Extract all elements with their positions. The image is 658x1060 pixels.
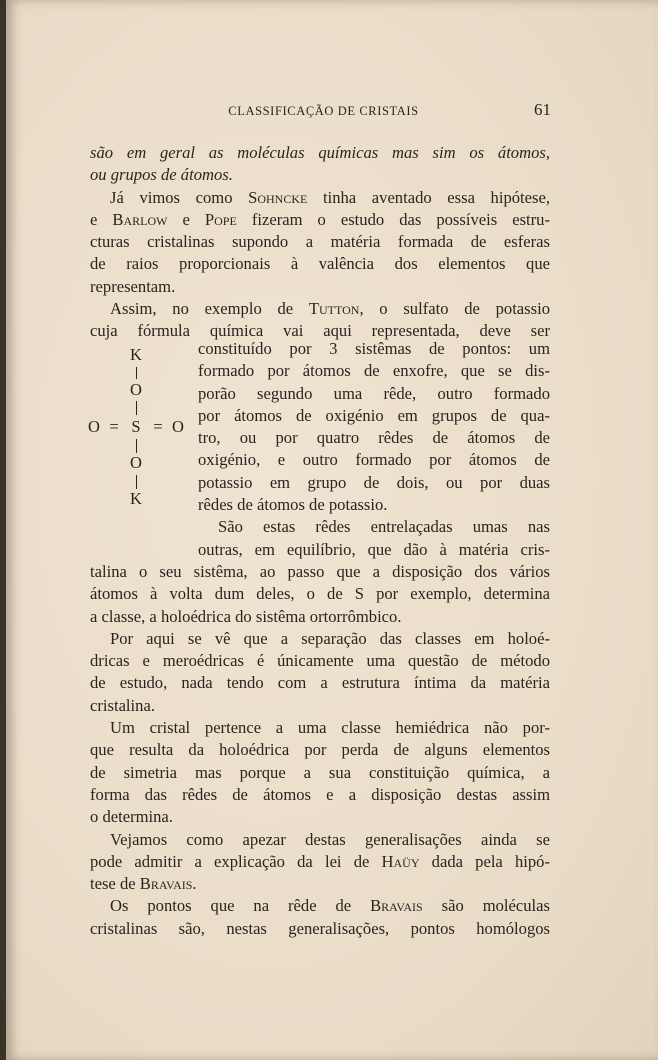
author-name: Sohncke	[248, 187, 308, 207]
author-name: Tutton	[308, 299, 360, 319]
text-line: de simetria mas porque a sua constituição química, a	[90, 762, 550, 782]
text-line: outras, em equilíbrio, que dão à matéria cris-	[198, 539, 550, 559]
text-line	[90, 851, 550, 873]
text-run: tinha aventado essa hipótese,	[307, 187, 551, 207]
text-line: o determina.	[90, 807, 173, 827]
text-line: são em geral as moléculas químicas mas sim os átomos,	[90, 143, 550, 162]
running-title: CLASSIFICAÇÃO DE CRISTAIS	[228, 104, 419, 118]
text-run: são moléculas	[422, 896, 550, 916]
author-name: Bravais	[139, 874, 193, 894]
text-line: Um cristal pertence a uma classe hemiédrica não por-	[110, 718, 550, 738]
text-run: Os pontos que na rêde de	[110, 896, 371, 916]
text-run: tese de	[90, 874, 140, 894]
text-run: fizeram o estudo das possíveis estru-	[236, 209, 550, 229]
text-line: cuja fórmula química vai aqui representada, deve ser	[90, 321, 550, 341]
chemical-formula	[90, 345, 190, 515]
text-line: que resulta da holoédrica por perda de alguns elementos	[90, 740, 550, 760]
formula-bond	[136, 439, 137, 453]
text-run: e	[90, 209, 113, 229]
text-run: dada pela hipó-	[419, 851, 550, 871]
formula-o-upper: O	[130, 380, 142, 399]
body-text-bottom	[90, 561, 550, 940]
text-run: pode admitir a explicação da lei de	[90, 851, 382, 871]
formula-bond	[136, 367, 137, 379]
formula-k-top: K	[130, 345, 142, 364]
text-line: a classe, a holoédrica do sistêma ortorrômbico.	[90, 606, 402, 626]
text-line: de estudo, nada tendo com a estrutura íntima da matéria	[90, 673, 550, 693]
text-line: cturas cristalinas supondo a matéria formada de esferas	[90, 232, 550, 252]
running-head	[96, 100, 551, 124]
formula-double-bond-left: =	[109, 417, 119, 436]
formula-o-left: O	[88, 417, 100, 436]
text-run: e	[167, 209, 205, 229]
text-line: representam.	[90, 276, 176, 296]
formula-double-bond-right: =	[153, 417, 163, 436]
text-run: .	[192, 874, 197, 894]
formula-bond	[136, 401, 137, 415]
text-line: Por aqui se vê que a separação das classes em holoé-	[110, 628, 550, 648]
book-page	[6, 0, 658, 1060]
text-line: potassio em grupo de dois, ou por duas	[198, 472, 550, 492]
text-line: cristalinas são, nestas generalisações, pontos homólogos	[90, 918, 550, 938]
text-line	[90, 895, 550, 917]
text-line: de raios proporcionais à valência dos elementos que	[90, 254, 550, 274]
text-line: rêdes de átomos de potassio.	[198, 495, 388, 515]
formula-o-lower: O	[130, 453, 142, 472]
author-name: Barlow	[112, 209, 168, 229]
text-line	[90, 873, 550, 895]
formula-o-right: O	[172, 417, 184, 436]
body-text-beside-formula	[198, 338, 550, 561]
text-line	[90, 298, 550, 320]
text-line	[90, 187, 550, 209]
formula-s-center: S	[131, 417, 141, 436]
text-line: formado por átomos de enxofre, que se dis-	[198, 361, 550, 381]
text-line: forma das rêdes de átomos e a disposição destas assim	[90, 784, 550, 804]
text-run: , o sulfato de potassio	[359, 299, 550, 319]
text-line	[90, 209, 550, 231]
formula-bond	[136, 475, 137, 489]
text-run: Já vimos como	[110, 187, 249, 207]
text-line: constituído por 3 sistêmas de pontos: um	[198, 339, 550, 358]
text-line: talina o seu sistêma, ao passo que a disposição dos vários	[90, 562, 550, 581]
text-line: ou grupos de átomos.	[90, 165, 233, 185]
text-run: Assim, no exemplo de	[110, 299, 309, 319]
text-line: tro, ou por quatro rêdes de átomos de	[198, 428, 550, 448]
body-text-top	[90, 142, 550, 343]
text-line: átomos à volta dum deles, o de S por exemplo, determina	[90, 584, 550, 604]
text-line: porão segundo uma rêde, outro formado	[198, 383, 550, 403]
author-name: Bravais	[370, 896, 423, 916]
formula-k-bottom: K	[130, 489, 142, 508]
text-line: cristalina.	[90, 695, 155, 715]
author-name: Pope	[204, 209, 237, 229]
text-line: por átomos de oxigénio em grupos de qua-	[198, 405, 550, 425]
text-line: São estas rêdes entrelaçadas umas nas	[218, 517, 550, 537]
text-line: dricas e meroédricas é únicamente uma questão de método	[90, 651, 550, 671]
page-number: 61	[534, 100, 551, 119]
text-line: Vejamos como apezar destas generalisações ainda se	[110, 829, 550, 849]
author-name: Haüy	[381, 851, 420, 871]
text-line: oxigénio, e outro formado por átomos de	[198, 450, 550, 470]
